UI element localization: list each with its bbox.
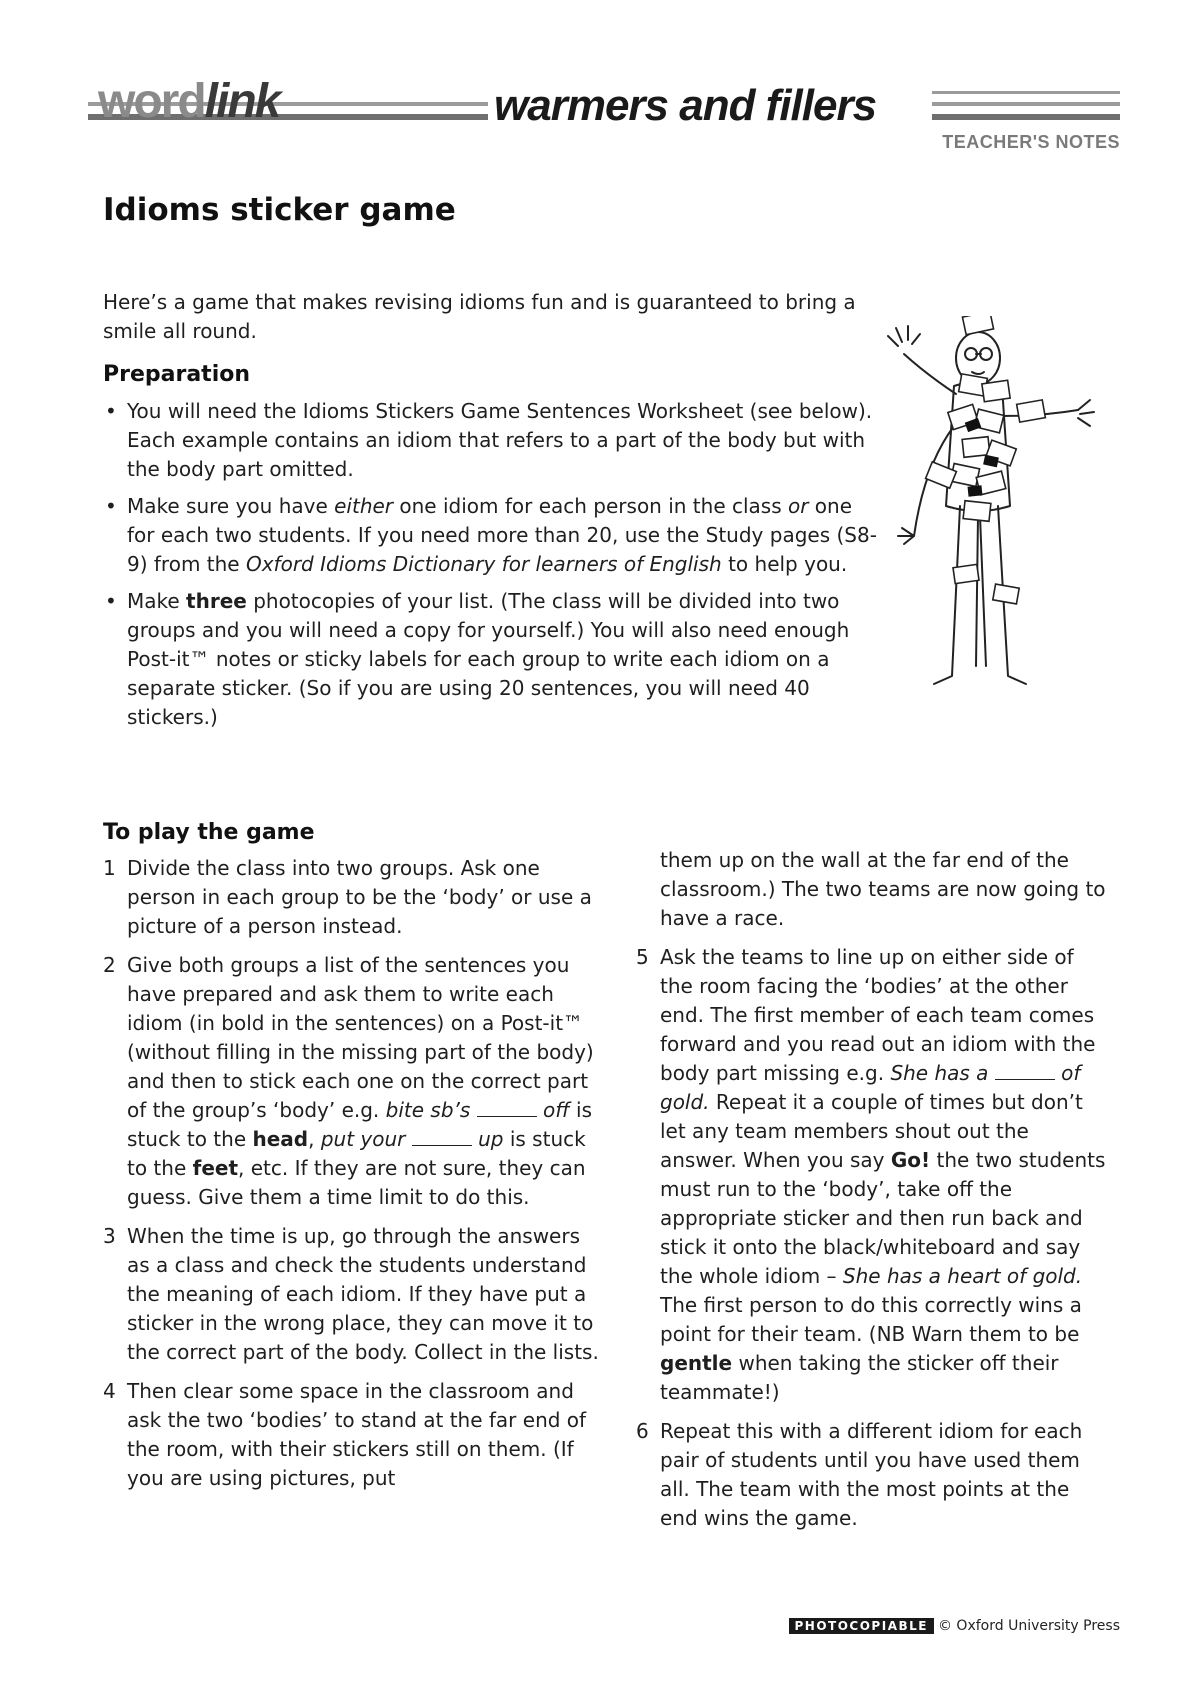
text-run: the two students must run to the ‘body’, take off the appropriate sticker and then run back and stick it onto the black/whiteboard and say the whole idiom – bbox=[660, 1148, 1106, 1288]
text-run: one for each two students. If you need more than 20, use the Study pages (S8-9) from the bbox=[127, 494, 877, 576]
text-run: one idiom for each person in the class bbox=[393, 494, 788, 518]
teachers-notes-label: TEACHER'S NOTES bbox=[942, 132, 1120, 152]
prep-bullet-1-text: You will need the Idioms Stickers Game Sentences Worksheet (see below). Each example contains an idiom that refers to a part of the body but with the body part omitted. bbox=[127, 399, 873, 481]
play-heading: To play the game bbox=[103, 820, 315, 845]
text-run: up bbox=[478, 1127, 504, 1151]
header-rule bbox=[932, 114, 1120, 120]
preparation-heading: Preparation bbox=[103, 362, 251, 387]
text-run: , etc. If they are not sure, they can guess. Give them a time limit to do this. bbox=[127, 1156, 586, 1209]
text-run: feet bbox=[192, 1156, 239, 1180]
idiom-example: She has a bbox=[890, 1061, 989, 1085]
list-item bbox=[103, 492, 883, 579]
step-text: Repeat this with a different idiom for each pair of students until you have used them all. The team with the most points at the end wins the game. bbox=[660, 1419, 1083, 1530]
text-run: or bbox=[787, 494, 809, 518]
intro-paragraph: Here’s a game that makes revising idioms fun and is guaranteed to bring a smile all round. bbox=[103, 290, 856, 343]
text-run: The first person to do this correctly wins a point for their team. (NB Warn them to be bbox=[660, 1293, 1082, 1346]
text-run: is stuck to the bbox=[127, 1127, 586, 1180]
text-run: Make bbox=[127, 589, 187, 613]
logo-word: word bbox=[98, 75, 205, 128]
idiom-example: She has a heart of gold. bbox=[842, 1264, 1083, 1288]
idiom-example: bite sb’s bbox=[385, 1098, 471, 1122]
text-run: of gold. bbox=[660, 1061, 1081, 1114]
step-text: When the time is up, go through the answers as a class and check the students understand the meaning of each idiom. If they have put a sticker in the wrong place, they can move it to the correct part of the body. Collect in the lists. bbox=[127, 1224, 599, 1364]
play-steps-right-column bbox=[636, 846, 1106, 1543]
text-run: Ask the teams to line up on either side of the room facing the ‘bodies’ at the other end. The first member of each team comes forward and you read out an idiom with the body part missing e.g. bbox=[660, 945, 1096, 1085]
blank-line bbox=[995, 1061, 1055, 1080]
header-rule bbox=[932, 102, 1120, 106]
text-run: head bbox=[252, 1127, 309, 1151]
list-item bbox=[103, 854, 603, 941]
play-steps-right-list bbox=[636, 943, 1106, 1533]
photocopiable-badge: PHOTOCOPIABLE bbox=[789, 1618, 934, 1634]
list-item bbox=[103, 1222, 603, 1367]
text-run: Make sure you have bbox=[127, 494, 335, 518]
idiom-example: put your bbox=[320, 1127, 406, 1151]
text-run: , bbox=[308, 1127, 321, 1151]
text-run: is stuck to the bbox=[127, 1098, 593, 1151]
blank-line bbox=[477, 1098, 537, 1117]
preparation-list bbox=[103, 397, 883, 740]
dictionary-title: Oxford Idioms Dictionary for learners of English bbox=[245, 552, 722, 576]
wordlink-logo bbox=[98, 75, 280, 128]
list-item bbox=[636, 943, 1106, 1407]
text-run: Go! bbox=[890, 1148, 931, 1172]
step-number: 2 bbox=[103, 953, 116, 977]
text-run: off bbox=[543, 1098, 570, 1122]
text-run: to help you. bbox=[721, 552, 848, 576]
text-run: Repeat it a couple of times but don’t let any team members shout out the answer. When you say bbox=[660, 1090, 1083, 1172]
page-footer bbox=[789, 1618, 1121, 1634]
page-title: Idioms sticker game bbox=[103, 192, 456, 228]
step-text: Divide the class into two groups. Ask one person in each group to be the ‘body’ or use a picture of a person instead. bbox=[127, 856, 592, 938]
list-item bbox=[103, 951, 603, 1212]
series-title: warmers and fillers bbox=[494, 81, 877, 130]
list-item bbox=[103, 397, 883, 484]
step-number: 3 bbox=[103, 1224, 116, 1248]
text-run: photocopies of your list. (The class will be divided into two groups and you will need a copy for yourself.) You will also need enough Post-it™ notes or sticky labels for each group to write each idiom on a separate sticker. (So if you are using 20 sentences, you will need 40 stickers.) bbox=[127, 589, 850, 729]
step-number: 6 bbox=[636, 1419, 649, 1443]
step-text: Then clear some space in the classroom and ask the two ‘bodies’ to stand at the far end of the room, with their stickers still on them. (If you are using pictures, put bbox=[127, 1379, 587, 1490]
step-number: 4 bbox=[103, 1379, 116, 1403]
step-number: 5 bbox=[636, 945, 649, 969]
text-run: three bbox=[186, 589, 247, 613]
list-item bbox=[636, 1417, 1106, 1533]
text-run: either bbox=[334, 494, 394, 518]
list-item bbox=[103, 1377, 603, 1493]
blank-line bbox=[412, 1127, 472, 1146]
logo-link: link bbox=[204, 75, 280, 128]
play-steps-left-column bbox=[103, 854, 603, 1503]
list-item bbox=[103, 587, 883, 732]
header-rule bbox=[932, 91, 1120, 94]
text-run: when taking the sticker off their teammate!) bbox=[660, 1351, 1059, 1404]
text-run: Give both groups a list of the sentences you have prepared and ask them to write each idiom (in bold in the sentences) on a Post-it™ (without filling in the missing part of the body) and then to stick each one on the correct part of the group’s ‘body’ e.g. bbox=[127, 953, 594, 1122]
step-4-continued: them up on the wall at the far end of the classroom.) The two teams are now going to have a race. bbox=[660, 848, 1106, 930]
sticker-covered-person-illustration bbox=[868, 316, 1098, 706]
step-number: 1 bbox=[103, 856, 116, 880]
page-header bbox=[0, 0, 1200, 170]
copyright-text: © Oxford University Press bbox=[937, 1618, 1120, 1634]
text-run: gentle bbox=[660, 1351, 733, 1375]
